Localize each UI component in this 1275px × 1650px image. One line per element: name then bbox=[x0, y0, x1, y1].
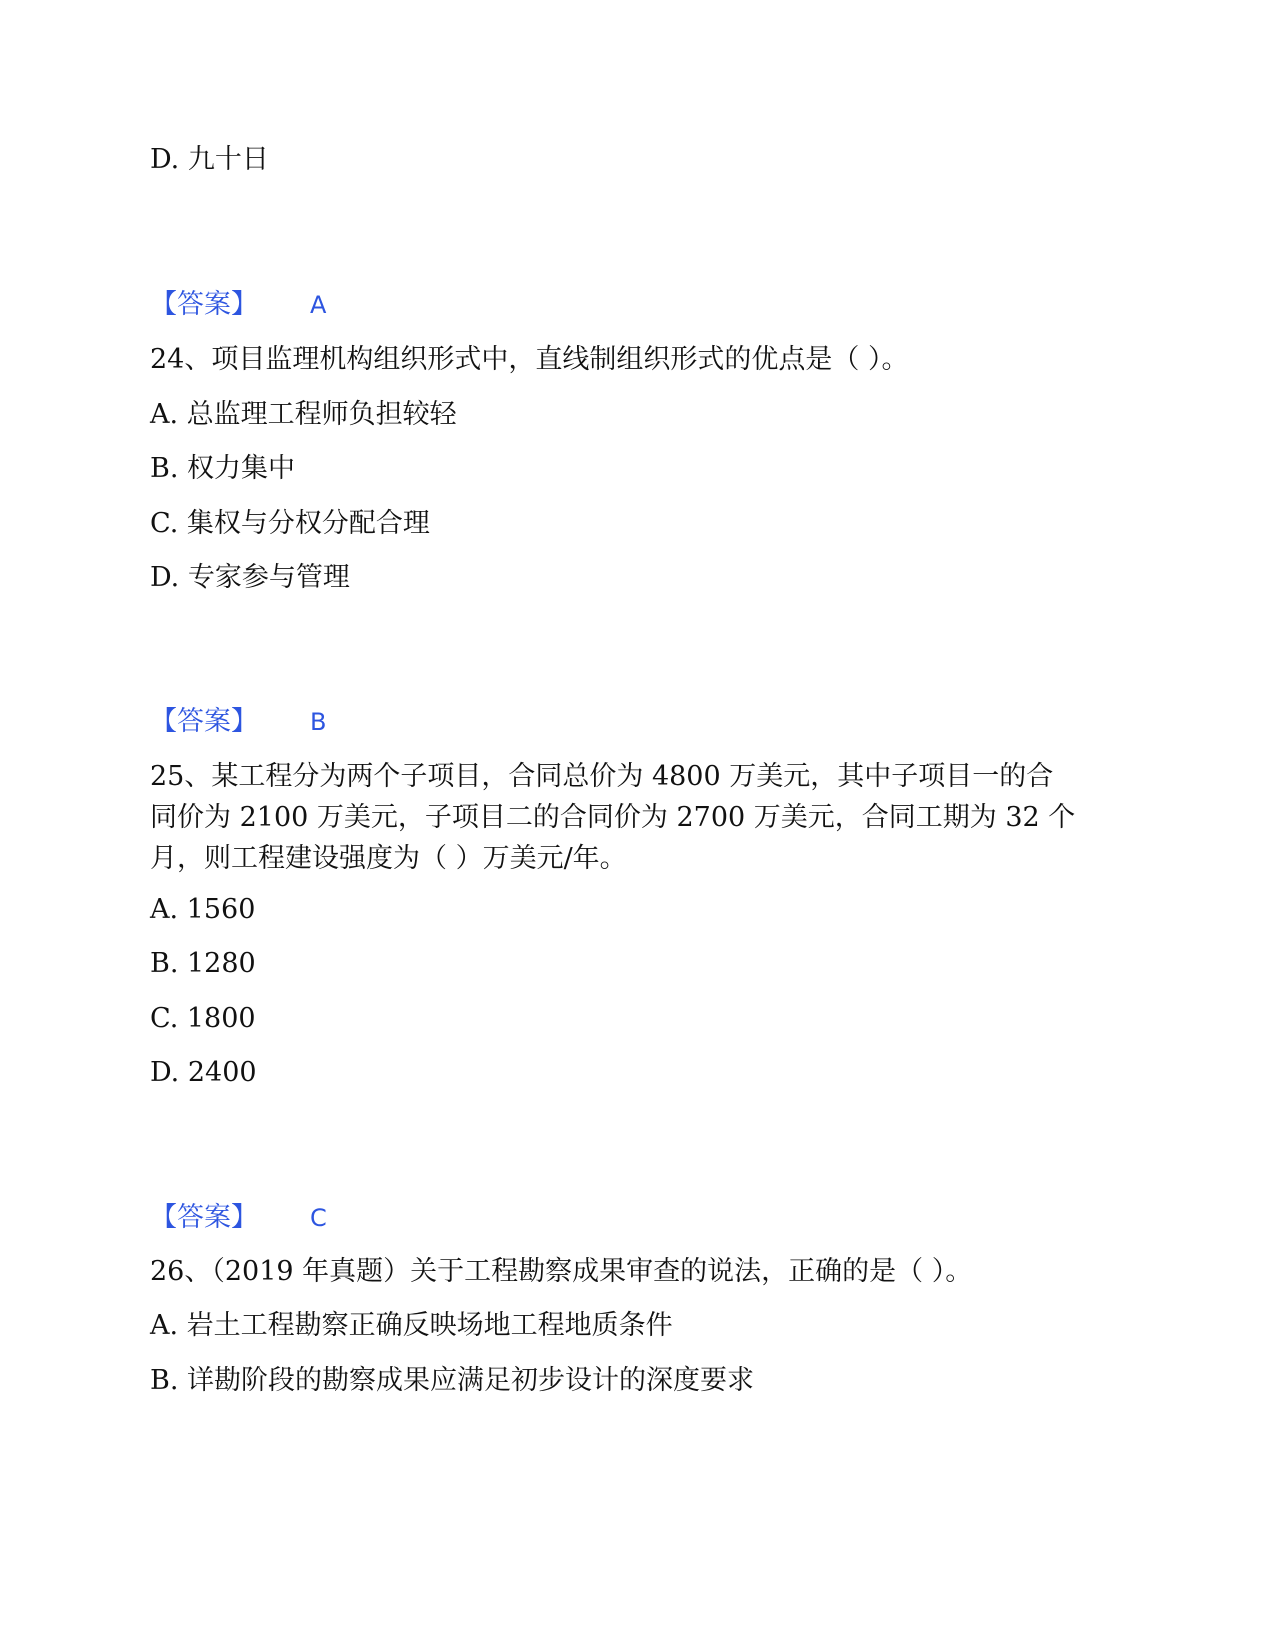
q24-option-b: B. 权力集中 bbox=[150, 453, 296, 484]
answer-label: 【答案】 bbox=[150, 289, 258, 320]
answer-24 bbox=[150, 702, 326, 742]
answer-value: C bbox=[310, 1204, 327, 1232]
q24-option-c: C. 集权与分权分配合理 bbox=[150, 508, 430, 539]
q26-option-b: B. 详勘阶段的勘察成果应满足初步设计的深度要求 bbox=[150, 1365, 755, 1396]
q25-option-c: C. 1800 bbox=[150, 1003, 256, 1034]
q25-option-b: B. 1280 bbox=[150, 948, 256, 979]
q23-option-d: D. 九十日 bbox=[150, 144, 269, 175]
q24-option-d: D. 专家参与管理 bbox=[150, 562, 350, 593]
answer-value: A bbox=[310, 291, 327, 319]
q25-stem-line: 25、某工程分为两个子项目，合同总价为 4800 万美元，其中子项目一的合 bbox=[150, 761, 1054, 792]
q24-option-a: A. 总监理工程师负担较轻 bbox=[150, 399, 457, 430]
answer-25 bbox=[150, 1198, 327, 1238]
q25-option-a: A. 1560 bbox=[150, 894, 256, 925]
q26-option-a: A. 岩土工程勘察正确反映场地工程地质条件 bbox=[150, 1310, 673, 1341]
q25-stem bbox=[150, 756, 1110, 879]
answer-label: 【答案】 bbox=[150, 1202, 258, 1233]
q26-stem: 26、（2019 年真题）关于工程勘察成果审查的说法，正确的是（ ）。 bbox=[150, 1256, 973, 1287]
q24-stem: 24、项目监理机构组织形式中，直线制组织形式的优点是（ ）。 bbox=[150, 344, 909, 375]
q25-stem-line: 月，则工程建设强度为（ ）万美元/年。 bbox=[150, 843, 627, 874]
answer-value: B bbox=[310, 708, 327, 736]
answer-23 bbox=[150, 285, 326, 325]
q25-stem-line: 同价为 2100 万美元，子项目二的合同价为 2700 万美元，合同工期为 32 个 bbox=[150, 802, 1076, 833]
q25-option-d: D. 2400 bbox=[150, 1057, 257, 1088]
answer-label: 【答案】 bbox=[150, 706, 258, 737]
